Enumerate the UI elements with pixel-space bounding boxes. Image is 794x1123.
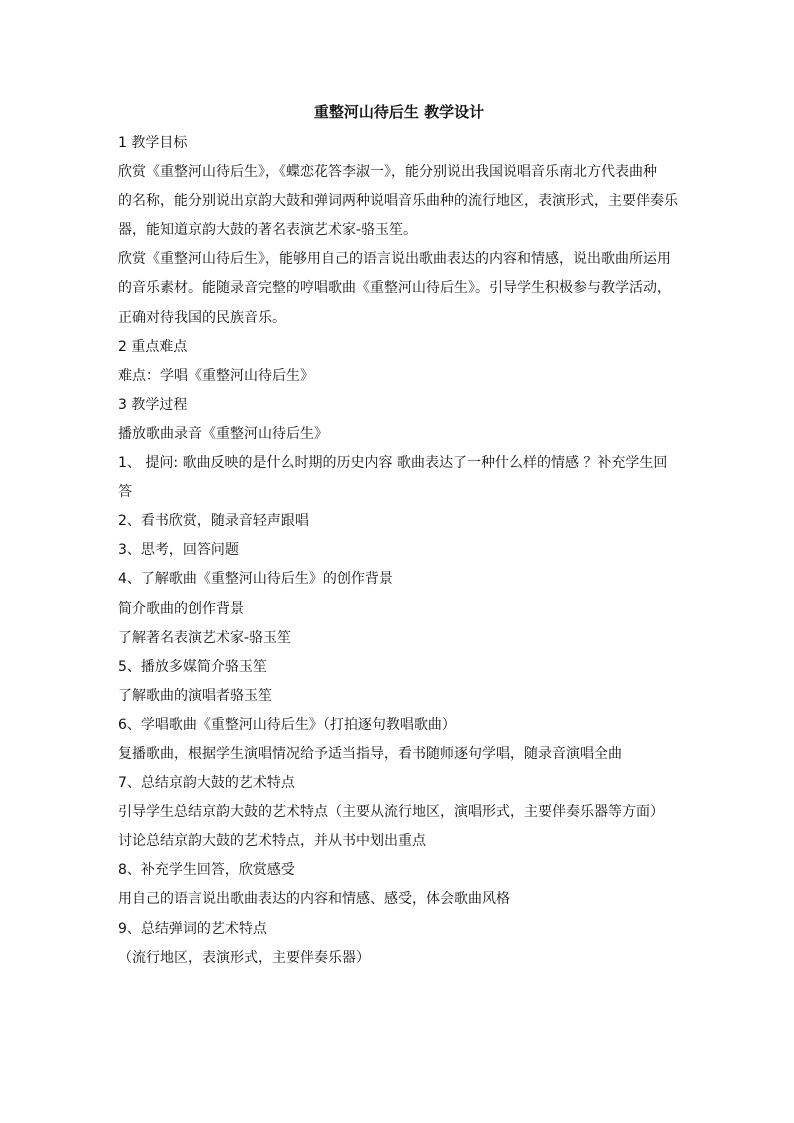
list-item: 6、学唱歌曲《重整河山待后生》（打拍逐句教唱歌曲）: [118, 716, 456, 733]
list-item: 7、总结京韵大鼓的艺术特点: [118, 775, 295, 792]
heading-objectives: 1 教学目标: [118, 135, 188, 151]
document-page: [118, 99, 680, 973]
list-item: 9、总结弹词的艺术特点: [118, 920, 267, 937]
list-item: 5、播放多媒简介骆玉笙: [118, 658, 267, 675]
paragraph-line: 正确对待我国的民族音乐。: [118, 309, 286, 326]
paragraph-line: 的音乐素材。能随录音完整的哼唱歌曲《重整河山待后生》。引导学生积极参与教学活动，: [118, 280, 671, 297]
list-item: 3、思考，回答问题: [118, 542, 239, 559]
paragraph-line: 用自己的语言说出歌曲表达的内容和情感、感受，体会歌曲风格: [118, 891, 510, 908]
list-item: 8、补充学生回答，欣赏感受: [118, 862, 295, 879]
paragraph-line: 答: [118, 484, 132, 501]
list-item: 4、了解歌曲《重整河山待后生》的创作背景: [118, 571, 393, 588]
paragraph-line: 播放歌曲录音《重整河山待后生》: [118, 425, 328, 442]
paragraph-line: 难点：学唱《重整河山待后生》: [118, 367, 314, 384]
document-body: [118, 129, 680, 973]
paragraph-line: 简介歌曲的创作背景: [118, 600, 244, 617]
paragraph-line: 器，能知道京韵大鼓的著名表演艺术家-骆玉笙。: [118, 222, 418, 239]
heading-key-points: 2 重点难点: [118, 338, 188, 355]
paragraph-line: （流行地区，表演形式，主要伴奏乐器）: [118, 949, 370, 966]
list-item: 2、看书欣赏，随录音轻声跟唱: [118, 513, 309, 530]
paragraph-line: 引导学生总结京韵大鼓的艺术特点（主要从流行地区，演唱形式，主要伴奏乐器等方面）: [118, 804, 664, 821]
paragraph-line: 欣赏《重整河山待后生》，《蝶恋花答李淑一》，能分别说出我国说唱音乐南北方代表曲种: [118, 164, 657, 181]
document-title: 重整河山待后生 教学设计: [313, 103, 485, 121]
paragraph-line: 的名称，能分别说出京韵大鼓和弹词两种说唱音乐曲种的流行地区，表演形式，主要伴奏乐: [118, 193, 678, 210]
paragraph-line: 了解歌曲的演唱者骆玉笙: [118, 687, 272, 704]
list-item: 1、 提问: 歌曲反映的是什么时期的历史内容 歌曲表达了一种什么样的情感 ？补充学生回: [118, 455, 668, 472]
paragraph-line: 了解著名表演艺术家-骆玉笙: [118, 629, 292, 646]
paragraph-line: 欣赏《重整河山待后生》，能够用自己的语言说出歌曲表达的内容和情感，说出歌曲所运用: [118, 251, 671, 268]
heading-process: 3 教学过程: [118, 396, 188, 413]
paragraph-line: 复播歌曲，根据学生演唱情况给予适当指导，看书随师逐句学唱，随录音演唱全曲: [118, 745, 622, 762]
paragraph-line: 讨论总结京韵大鼓的艺术特点，并从书中划出重点: [118, 833, 426, 850]
